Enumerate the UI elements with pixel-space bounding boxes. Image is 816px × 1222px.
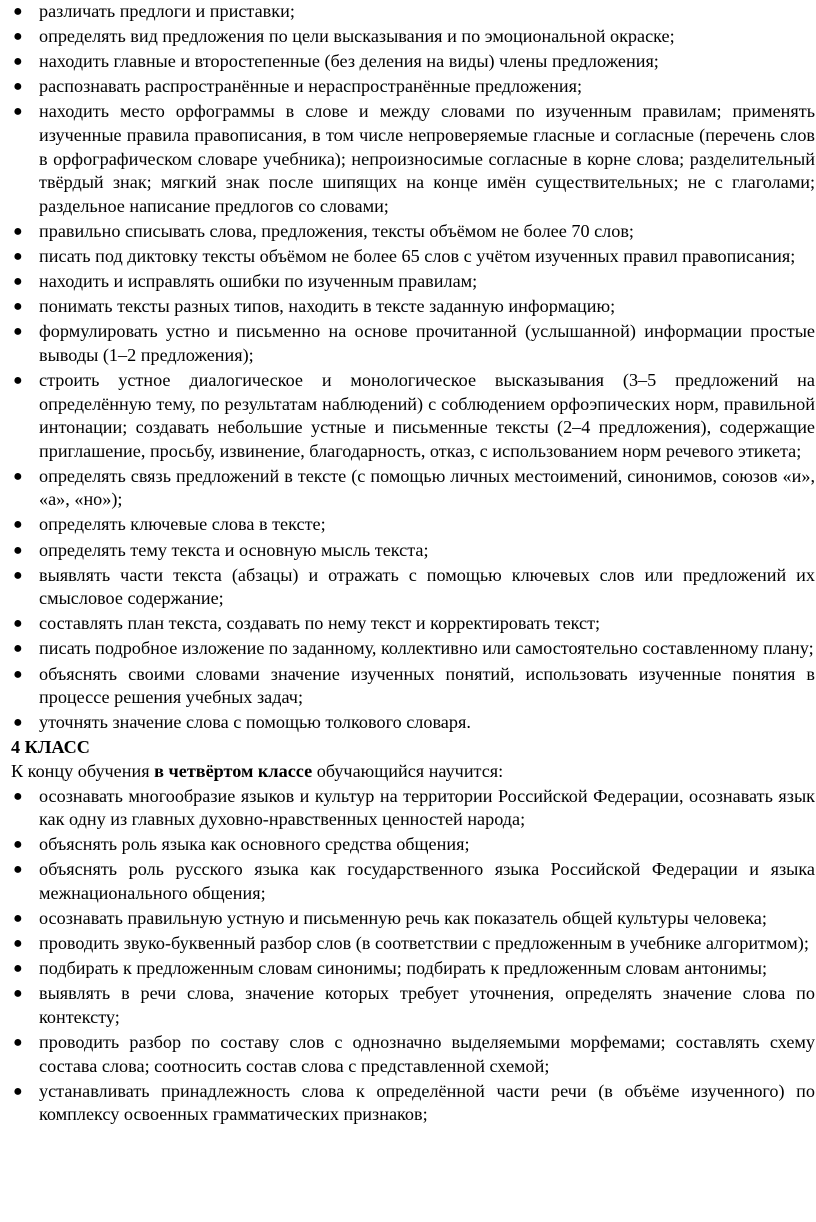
list-item-text: понимать тексты разных типов, находить в тексте заданную информацию; (39, 296, 616, 317)
list-item (11, 833, 815, 857)
list-item (11, 50, 815, 74)
list-item (11, 25, 815, 49)
list-item (11, 369, 815, 463)
bullet-icon: ● (13, 960, 23, 978)
bullet-icon: ● (13, 615, 23, 633)
bullet-icon: ● (13, 247, 23, 265)
list-item (11, 75, 815, 99)
bullet-icon: ● (13, 935, 23, 953)
list-item (11, 907, 815, 931)
bullet-icon: ● (13, 640, 23, 658)
section-heading: 4 КЛАСС (11, 737, 90, 758)
list-item (11, 858, 815, 905)
list-item-text: выявлять части текста (абзацы) и отражать с помощью ключевых слов или предложений их смысловое содержание; (39, 564, 815, 609)
bullet-icon: ● (13, 273, 23, 291)
list-item-text: определять вид предложения по цели высказывания и по эмоциональной окраске; (39, 26, 675, 47)
list-item (11, 320, 815, 367)
list-item (11, 612, 815, 636)
skills-list-grade-4 (11, 785, 815, 1127)
list-item (11, 932, 815, 956)
list-item (11, 957, 815, 981)
list-item-text: различать предлоги и приставки; (39, 1, 295, 21)
list-item (11, 982, 815, 1029)
skills-list-grade-3 (11, 0, 815, 735)
bullet-icon: ● (13, 371, 23, 389)
bullet-icon: ● (13, 1082, 23, 1100)
bullet-icon: ● (13, 836, 23, 854)
intro-text-after: обучающийся научится: (312, 760, 504, 781)
bullet-icon: ● (13, 861, 23, 879)
list-item-text: писать подробное изложение по заданному, коллективно или самостоятельно составленному плану; (39, 638, 814, 659)
list-item-text: распознавать распространённые и нераспространённые предложения; (39, 76, 583, 97)
bullet-icon: ● (13, 541, 23, 559)
list-item (11, 663, 815, 710)
list-item-text: проводить разбор по составу слов с однозначно выделяемыми морфемами; составлять схему состава слова; соотносить состав слова с представленной схемой; (39, 1031, 815, 1076)
bullet-icon: ● (13, 787, 23, 805)
list-item-text: уточнять значение слова с помощью толкового словаря. (39, 712, 471, 733)
bullet-icon: ● (13, 28, 23, 46)
document-page (11, 0, 815, 1128)
list-item-text: писать под диктовку тексты объёмом не более 65 слов с учётом изученных правил правописания; (39, 245, 796, 266)
bullet-icon: ● (13, 298, 23, 316)
list-item-text: определять связь предложений в тексте (с помощью личных местоимений, синонимов, союзов «и», «а», «но»); (39, 465, 815, 510)
bullet-icon: ● (13, 714, 23, 732)
list-item-text: объяснять своими словами значение изученных понятий, использовать изученные понятия в процессе решения учебных задач; (39, 663, 815, 708)
list-item-text: устанавливать принадлежность слова к определённой части речи (в объёме изученного) по комплексу освоенных грамматических признаков; (39, 1080, 815, 1125)
list-item-text: строить устное диалогическое и монологическое высказывания (3–5 предложений на определённую тему, по результатам наблюдений) с соблюдением орфоэпических норм, правильной интонации; создавать небольшие устные и письменные тексты (2–4 предложения), содержащие приглашение, просьбу, извинение, благодарность, отказ, с использованием норм речевого этикета; (39, 369, 815, 461)
bullet-icon: ● (13, 665, 23, 683)
list-item-text: находить и исправлять ошибки по изученным правилам; (39, 271, 478, 292)
bullet-icon: ● (13, 53, 23, 71)
list-item-text: определять ключевые слова в тексте; (39, 514, 326, 535)
list-item-text: составлять план текста, создавать по нему текст и корректировать текст; (39, 613, 601, 634)
list-item (11, 465, 815, 512)
list-item (11, 270, 815, 294)
bullet-icon: ● (13, 323, 23, 341)
list-item (11, 539, 815, 563)
list-item (11, 1031, 815, 1078)
bullet-icon: ● (13, 909, 23, 927)
list-item (11, 245, 815, 269)
list-item-text: определять тему текста и основную мысль текста; (39, 539, 429, 560)
bullet-icon: ● (13, 3, 23, 20)
list-item-text: формулировать устно и письменно на основе прочитанной (услышанной) информации простые выводы (1–2 предложения); (39, 321, 815, 365)
list-item (11, 0, 815, 24)
list-item-text: выявлять в речи слова, значение которых требует уточнения, определять значение слова по контексту; (39, 983, 815, 1027)
bullet-icon: ● (13, 566, 23, 584)
bullet-icon: ● (13, 467, 23, 485)
list-item-text: проводить звуко-буквенный разбор слов (в соответствии с предложенным в учебнике алгоритмом); (39, 933, 809, 954)
list-item-text: осознавать правильную устную и письменную речь как показатель общей культуры человека; (39, 907, 767, 928)
list-item (11, 1080, 815, 1127)
intro-text-before: К концу обучения (11, 760, 155, 781)
bullet-icon: ● (13, 516, 23, 534)
list-item (11, 711, 815, 735)
list-item (11, 295, 815, 319)
list-item-text: осознавать многообразие языков и культур на территории Российской Федерации, осознавать язык как одну из главных духовно-нравственных ценностей народа; (39, 785, 815, 830)
list-item-text: находить место орфограммы в слове и между словами по изученным правилам; применять изученные правила правописания, в том числе непроверяемые гласные и согласные (перечень слов в орфографическом словаре учебника); непроизносимые согласные в корне слова; разделительный твёрдый знак; мягкий знак после шипящих на конце имён существительных; не с глаголами; раздельное написание предлогов со словами; (39, 101, 815, 216)
intro-text-bold: в четвёртом классе (154, 760, 313, 781)
bullet-icon: ● (13, 103, 23, 121)
list-item (11, 220, 815, 244)
list-item-text: находить главные и второстепенные (без деления на виды) члены предложения; (39, 51, 659, 72)
bullet-icon: ● (13, 78, 23, 96)
bullet-icon: ● (13, 1033, 23, 1051)
list-item-text: объяснять роль русского языка как государственного языка Российской Федерации и языка межнационального общения; (39, 859, 815, 903)
bullet-icon: ● (13, 985, 23, 1003)
list-item-text: подбирать к предложенным словам синонимы; подбирать к предложенным словам антонимы; (39, 958, 768, 979)
list-item-text: правильно списывать слова, предложения, тексты объёмом не более 70 слов; (39, 220, 634, 241)
list-item (11, 100, 815, 218)
list-item (11, 564, 815, 611)
list-item (11, 637, 815, 661)
bullet-icon: ● (13, 222, 23, 240)
list-item (11, 513, 815, 537)
list-item (11, 785, 815, 832)
section-intro (11, 760, 815, 784)
list-item-text: объяснять роль языка как основного средства общения; (39, 834, 470, 855)
